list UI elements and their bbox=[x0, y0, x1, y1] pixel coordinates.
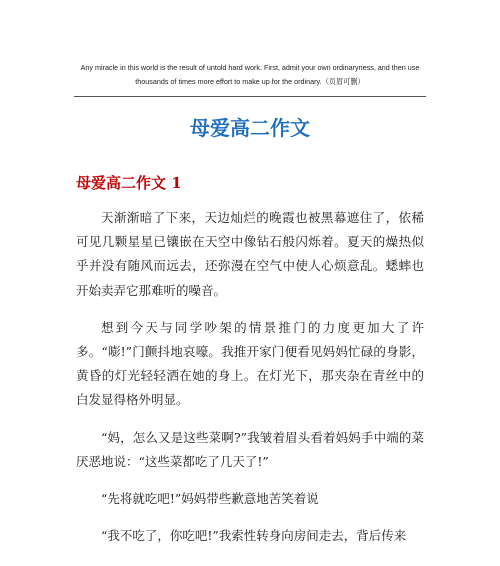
document-title: 母爱高二作文 bbox=[190, 116, 310, 140]
paragraph: 想到今天与同学吵架的情景推门的力度更加大了许多。“嘭!”门颤抖地哀嚎。我推开家门便看见妈妈忙碌的身影，黄昏的灯光轻轻洒在她的身上。在灯光下，那夹杂在青丝中的白发显得格外明显。 bbox=[76, 319, 424, 408]
section-title: 母爱高二作文 1 bbox=[76, 174, 182, 192]
paragraph: 天渐渐暗了下来，天边灿烂的晚霞也被黑幕遮住了，依稀可见几颗星星已镶嵌在天空中像钻石般闪烁着。夏天的燥热似乎并没有随风而远去，还弥漫在空气中使人心烦意乱。蟋蟀也开始卖弄它那难听的噪音。 bbox=[76, 210, 424, 298]
paragraph: “妈，怎么又是这些菜啊?”我皱着眉头看着妈妈手中端的菜厌恶地说：“这些菜都吃了几天了!” bbox=[76, 429, 424, 469]
page-header bbox=[70, 61, 430, 89]
document-body bbox=[76, 206, 424, 561]
header-divider bbox=[74, 96, 426, 97]
header-line-2: thousands of times more effort to make up for the ordinary.（页眉可删） bbox=[135, 77, 365, 86]
paragraph: “我不吃了，你吃吧!”我索性转身向房间走去，背后传来 bbox=[101, 528, 407, 544]
paragraph: “先将就吃吧!”妈妈带些歉意地苦笑着说 bbox=[101, 491, 319, 507]
header-line-1: Any miracle in this world is the result of untold hard work. First, admit your own ordinaryness, and then use bbox=[80, 63, 420, 72]
